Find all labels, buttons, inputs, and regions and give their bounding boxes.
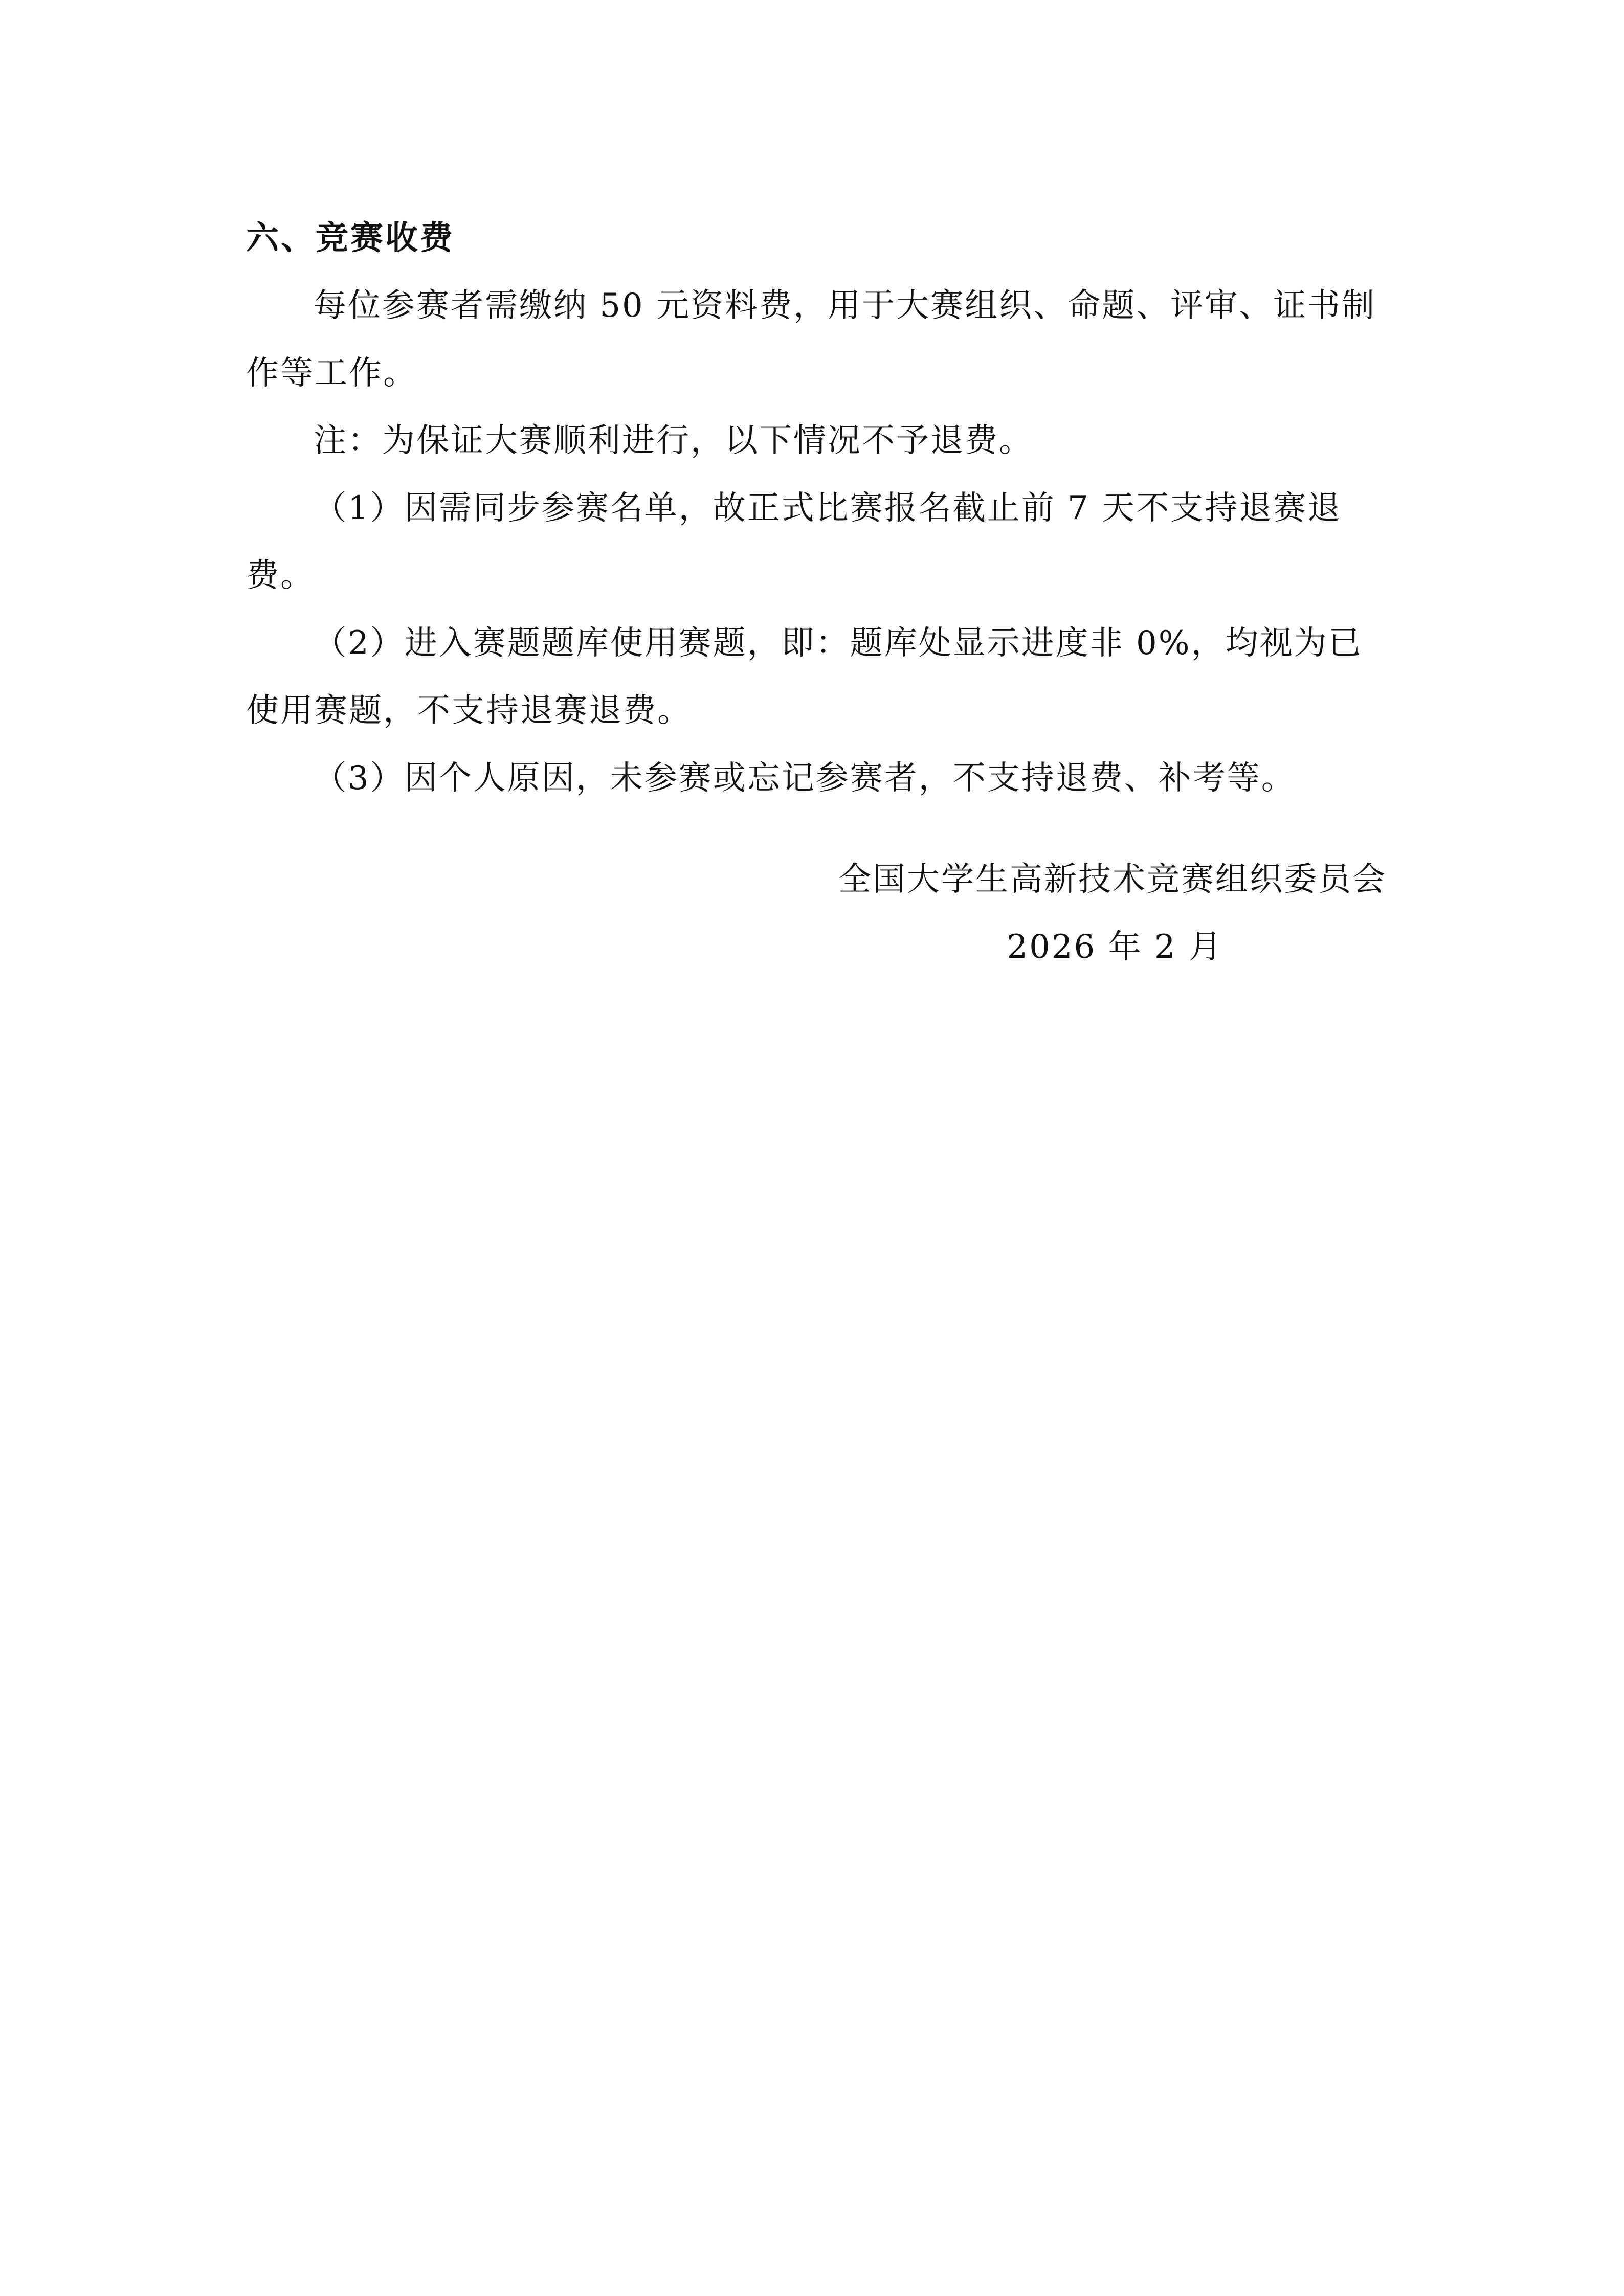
section-heading: 六、竞赛收费: [246, 219, 455, 257]
fee-section: [246, 205, 1387, 812]
refund-item: （3）因个人原因，未参赛或忘记参赛者，不支持退费、补考等。: [314, 759, 1296, 797]
refund-item: （2）进入赛题题库使用赛题，即：题库处显示进度非 0%，均视为已使用赛题，不支持退赛退费。: [246, 624, 1363, 730]
fee-paragraph: 每位参赛者需缴纳 50 元资料费，用于大赛组织、命题、评审、证书制作等工作。: [246, 287, 1376, 392]
refund-item: （1）因需同步参赛名单，故正式比赛报名截止前 7 天不支持退赛退费。: [246, 489, 1342, 595]
issuing-organization: 全国大学生高新技术竞赛组织委员会: [838, 861, 1387, 898]
refund-note: 注：为保证大赛顺利进行，以下情况不予退费。: [314, 422, 1033, 460]
issue-date: 2026 年 2 月: [1007, 928, 1223, 966]
signature-block: [838, 846, 1387, 981]
